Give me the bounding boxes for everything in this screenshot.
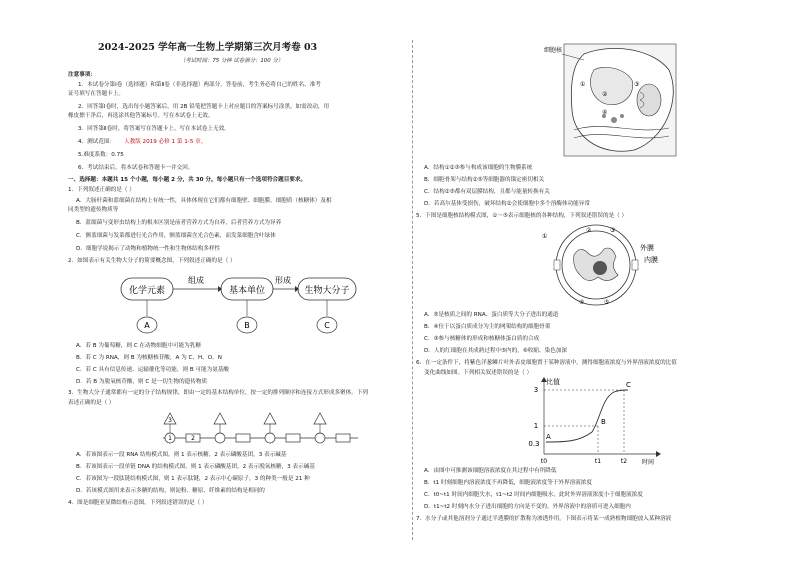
q4-cell-diagram xyxy=(544,40,684,160)
x-tick: t1 xyxy=(594,458,602,465)
notes-heading: 注意事项： xyxy=(68,72,96,78)
question-2-stem: 2．如图表示有关生物大分子的简要概念图，下列叙述正确的是（ ） xyxy=(68,258,236,264)
x-tick: t2 xyxy=(620,458,628,465)
rect-unit xyxy=(286,434,300,442)
circle-unit xyxy=(265,433,275,443)
label: ② xyxy=(586,227,592,234)
page-subtitle: （考试时间：75 分钟 试卷满分：100 分） xyxy=(180,58,284,64)
y-tick: 3 xyxy=(533,386,539,394)
label: ③ xyxy=(634,81,640,88)
concept-box-label: 化学元素 xyxy=(128,286,166,296)
arrow-label: 形成 xyxy=(275,276,291,285)
y-axis-label: 比值 xyxy=(546,378,560,386)
question-6-stem: 6．在一定条件下，将紫色洋葱鳞片叶外表皮细胞置于某种溶液中，测得细胞液浓度与外界溶液浓度的比值 xyxy=(416,360,677,366)
label: ⑤ xyxy=(604,299,610,306)
question-6-stem-cont: 变化曲线如图。下列相关叙述错误的是（ ） xyxy=(424,370,533,376)
left-column xyxy=(68,0,400,562)
label: ② xyxy=(602,91,608,98)
concept-box-label: 基本单位 xyxy=(228,286,266,296)
x-axis-label: 时间 xyxy=(641,459,655,466)
q3-option-d: D．若该模式图用来表示多糖的结构，则淀粉、糖原、纤维素的结构是相同的 xyxy=(76,488,265,494)
q5-option-d: D．人的红细胞在其成熟过程中⑤内的，⑥收缩、染色加深 xyxy=(424,348,567,354)
point-label: A xyxy=(546,433,551,441)
note-line: 4．测试范围： xyxy=(78,139,116,145)
vesicle xyxy=(620,114,624,118)
note-line: 2．回答第Ⅰ卷时，选出每小题答案后，用 2B 铅笔把答题卡上对应题目的答案标号涂黑。如需改动，用 xyxy=(78,104,330,110)
q6-option-a: A．由图中可推测该细胞溶液浓度在其过程中有所降低 xyxy=(424,468,557,474)
point-label: B xyxy=(601,418,606,426)
question-3-stem-cont: 表述正确的是（ ） xyxy=(68,400,115,406)
point-label: C xyxy=(626,381,631,389)
q2-option-d: D．若 B 为脱氧核苷酸，则 C 是一切生物的遗传物质 xyxy=(76,379,208,385)
q1-option-a: A．大肠杆菌和蓝细菌在结构上有统一性，具体体现在它们都有细胞壁、细胞膜、细胞质（核糖体）及相 xyxy=(76,198,332,204)
section-heading: 一、选择题：本题共 15 个小题，每小题 2 分，共 30 分。每小题只有一个选项符合题目要求。 xyxy=(68,177,307,183)
y-tick: 1 xyxy=(533,422,539,430)
question-7-stem: 7．水分子或其他溶剂分子通过半透膜的扩散称为渗透作用。下图表示将某一成熟植物细胞放入某种溶液 xyxy=(416,516,672,522)
page-title: 2024-2025 学年高一生物上学期第三次月考卷 03 xyxy=(98,42,318,53)
nuclear-pore xyxy=(632,260,638,270)
triangle-unit xyxy=(314,413,326,424)
label: ④ xyxy=(602,109,608,116)
note-line: 证号填写在答题卡上。 xyxy=(68,91,124,97)
q3-option-b: B．若该图表示一段单链 DNA 的结构模式图，则 1 表示磷酸基团，2 表示脱氧核糖，3 表示碱基 xyxy=(76,464,315,470)
triangle-unit xyxy=(264,413,276,424)
x-axis-arrow xyxy=(656,451,661,457)
chain-label: 3 xyxy=(168,417,172,424)
q4-option-c: C．结构②⑤都有双层膜结构，且都与能量转换有关 xyxy=(424,189,550,195)
q5-nucleus-diagram xyxy=(534,220,684,310)
y-tick: 0.3 xyxy=(528,440,540,448)
concept-box-label: 生物大分子 xyxy=(304,286,350,296)
label: 细胞核 xyxy=(544,47,563,54)
note-line: 3．回答第Ⅱ卷时，将答案写在答题卡上。写在本试卷上无效。 xyxy=(78,126,230,132)
q5-option-c: C．③参与核糖体的形成和核糖体蛋白质的合成 xyxy=(424,336,540,342)
q1-option-b: B．蓝细菌与变形虫结构上的根本区别是前者营养方式为自养，后者营养方式为异养 xyxy=(76,220,282,226)
label: ① xyxy=(580,81,586,88)
q1-option-a-cont: 同类型的遗传物质等 xyxy=(68,207,119,213)
q6-option-d: D．t1~t2 时刻内水分子进出细胞的方向是不变的，外界溶液中的溶质可进入细胞内 xyxy=(424,504,631,510)
q4-option-d: D．若高尔基体受损伤，破坏结构②会使细胞中多个溶酶体功能异常 xyxy=(424,201,590,207)
mitochondrion xyxy=(637,84,661,116)
q1-option-c: C．颤蓝细菌与发菜都进行光合作用，颤蓝细菌含光合色素，而发菜细胞含叶绿体 xyxy=(76,233,276,239)
circle-label: B xyxy=(244,321,250,330)
note-line: 5.难度系数：0.75 xyxy=(78,152,124,158)
q5-option-b: B．④位于以蛋白质成分为主的网架结构的细胞骨架 xyxy=(424,324,551,330)
q3-chain-diagram xyxy=(158,408,368,448)
q3-option-c: C．若该图为一段肽链结构模式图，则 1 表示肽键，2 表示中心碳原子，3 的种类一般是 21 种 xyxy=(76,476,310,482)
q2-concept-diagram xyxy=(118,272,358,340)
q4-option-b: B．细胞骨架与结构②⑤等细胞器的锚定密切相关 xyxy=(424,177,545,183)
arrow-label: 组成 xyxy=(188,276,204,285)
x-tick: t0 xyxy=(540,458,548,465)
label: ③ xyxy=(610,227,616,234)
ratio-curve xyxy=(546,390,628,442)
vesicle xyxy=(611,117,617,123)
question-4-stem: 4．图是细胞亚显微结构示意图。下列叙述错误的是（ ） xyxy=(68,500,208,506)
q6-option-b: B．t1 时刻细胞内溶液浓度不再降低，细胞液浓度等于外界溶液浓度 xyxy=(424,480,592,486)
nuclear-pore xyxy=(554,260,560,270)
question-3-stem: 3．生物大分子通常都有一定的分子结构规律，即由一定的基本结构单位，按一定的排列顺序和连接方式形成多聚体。下列 xyxy=(68,390,369,396)
circle-label: C xyxy=(324,321,330,330)
circle-label: A xyxy=(144,321,150,330)
q1-option-d: D．细胞学说揭示了动物和植物统一性和生物体结构多样性 xyxy=(76,246,221,252)
rect-unit xyxy=(236,434,250,442)
chain-label: 2 xyxy=(191,435,195,442)
label: 内膜 xyxy=(644,256,658,264)
nucleolus xyxy=(593,261,607,275)
q2-option-b: B．若 C 为 RNA，则 B 为核糖核苷酸，A 为 C、H、O、N xyxy=(76,355,222,361)
q4-option-a: A．结构①②③参与构成该细胞的生物膜系统 xyxy=(424,165,533,171)
q2-option-a: A．若 B 为葡萄糖，则 C 在动物细胞中可能为乳糖 xyxy=(76,343,201,349)
note-line: 橡皮擦干净后，再选涂其他答案标号。写在本试卷上无效。 xyxy=(68,113,214,119)
q3-option-a: A．若该图表示一段 RNA 结构模式图，则 1 表示核糖，2 表示磷酸基团，3 表示碱基 xyxy=(76,452,287,458)
q2-option-c: C．若 C 具有信息传递、运输催化等功能，则 B 可能为氨基酸 xyxy=(76,367,230,373)
label: ① xyxy=(542,233,548,240)
test-scope-value: 人教版 2019 必修 1 第 1-5 章。 xyxy=(124,139,207,145)
note-line: 1．本试卷分第Ⅰ卷（选择题）和第Ⅱ卷（非选择题）两部分。答卷前，考生务必将自己的姓名、准考 xyxy=(78,82,321,88)
column-divider xyxy=(412,40,413,540)
circle-unit xyxy=(315,433,325,443)
rect-unit xyxy=(336,434,350,442)
label: ④ xyxy=(579,299,585,306)
triangle-unit xyxy=(214,413,226,424)
question-5-stem: 5．下图是细胞核结构模式图，①～⑤表示细胞核的各种结构，下列叙述错误的是（ ） xyxy=(416,213,628,219)
q6-option-c: C．t0~t1 时间内细胞失水，t1~t2 时间内细胞吸水，此时外界溶液浓度小于细胞液浓度 xyxy=(424,492,643,498)
circle-unit xyxy=(215,433,225,443)
chain-label: 1 xyxy=(168,435,172,442)
question-1-stem: 1．下列叙述正确的是（ ） xyxy=(68,187,135,193)
right-column xyxy=(416,0,754,562)
q5-option-a: A．⑤是核质之间的 RNA、蛋白质等大分子进出的通道 xyxy=(424,312,559,318)
label: 外膜 xyxy=(640,244,654,252)
q6-ratio-graph xyxy=(524,376,664,466)
note-line: 6．考试结束后，将本试卷和答题卡一并交回。 xyxy=(78,165,194,171)
